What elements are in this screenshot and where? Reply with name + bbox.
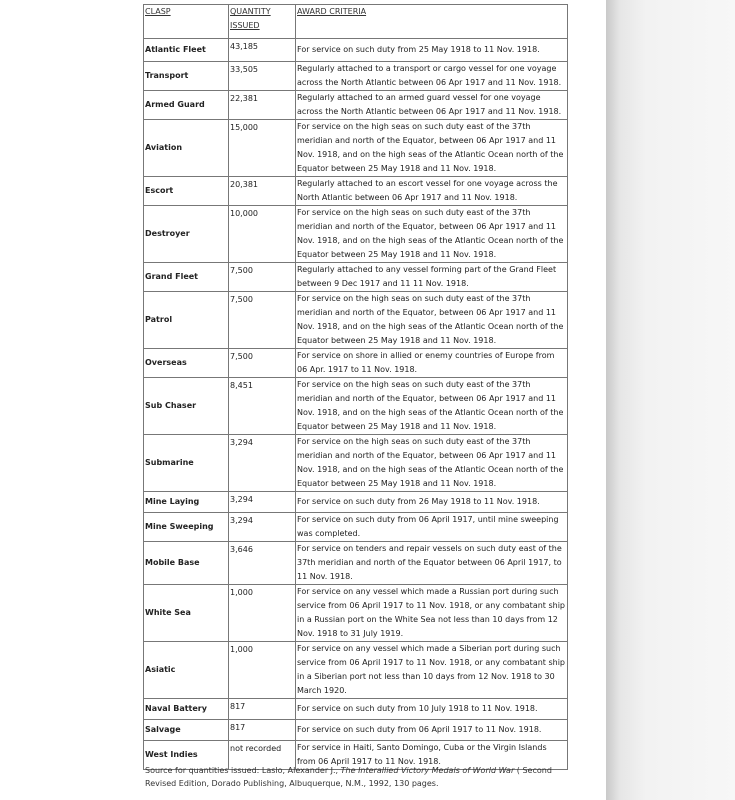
quantity-cell: 22,381 [229, 91, 296, 120]
clasp-cell: Destroyer [144, 206, 229, 263]
criteria-cell: Regularly attached to a transport or cargo vessel for one voyage across the North Atlantic between 06 Apr 1917 and 11 Nov. 1918. [296, 62, 568, 91]
quantity-cell: 817 [229, 720, 296, 741]
table-row [144, 120, 568, 177]
criteria-cell: For service on such duty from 06 April 1917, until mine sweeping was completed. [296, 513, 568, 542]
table-row [144, 492, 568, 513]
criteria-cell: For service on the high seas on such duty east of the 37th meridian and north of the Equator, between 06 Apr 1917 and 11 Nov. 1918, and on the high seas of the Atlantic Ocean north of the Equator between 25 May 1918 and 11 Nov. 1918. [296, 435, 568, 492]
criteria-cell: For service on any vessel which made a Siberian port during such service from 06 April 1917 to 11 Nov. 1918, or any combatant ship in a Siberian port not less than 10 days from 12 Nov. 1918 to 30 March 1920. [296, 642, 568, 699]
criteria-cell: Regularly attached to an armed guard vessel for one voyage across the North Atlantic between 06 Apr 1917 and 11 Nov. 1918. [296, 91, 568, 120]
header-clasp: CLASP [144, 5, 229, 39]
clasp-table [143, 4, 568, 770]
quantity-cell: 1,000 [229, 642, 296, 699]
quantity-cell: 3,646 [229, 542, 296, 585]
table-row [144, 206, 568, 263]
criteria-cell: For service in Haiti, Santo Domingo, Cuba or the Virgin Islands from 06 April 1917 to 11 Nov. 1918. [296, 741, 568, 770]
clasp-cell: Asiatic [144, 642, 229, 699]
clasp-cell: Patrol [144, 292, 229, 349]
quantity-cell: 7,500 [229, 349, 296, 378]
quantity-cell: 817 [229, 699, 296, 720]
source-note [145, 764, 569, 790]
quantity-cell: 8,451 [229, 378, 296, 435]
table-row [144, 720, 568, 741]
clasp-cell: Mine Laying [144, 492, 229, 513]
clasp-cell: Transport [144, 62, 229, 91]
quantity-cell: 1,000 [229, 585, 296, 642]
clasp-cell: White Sea [144, 585, 229, 642]
table-row [144, 349, 568, 378]
criteria-cell: For service on tenders and repair vessels on such duty east of the 37th meridian and north of the Equator between 06 April 1917, to 11 Nov. 1918. [296, 542, 568, 585]
header-criteria: AWARD CRITERIA [296, 5, 568, 39]
table-row [144, 263, 568, 292]
table-row [144, 585, 568, 642]
quantity-cell: 3,294 [229, 492, 296, 513]
quantity-cell: 43,185 [229, 39, 296, 62]
clasp-cell: West Indies [144, 741, 229, 770]
table-row [144, 699, 568, 720]
table-row [144, 91, 568, 120]
criteria-cell: For service on any vessel which made a Russian port during such service from 06 April 1917 to 11 Nov. 1918, or any combatant ship in a Russian port on the White Sea not less than 10 days from 12 Nov. 1918 to 31 July 1919. [296, 585, 568, 642]
clasp-cell: Escort [144, 177, 229, 206]
quantity-cell: 15,000 [229, 120, 296, 177]
table-row [144, 435, 568, 492]
criteria-cell: For service on such duty from 10 July 1918 to 11 Nov. 1918. [296, 699, 568, 720]
clasp-cell: Atlantic Fleet [144, 39, 229, 62]
quantity-cell: 33,505 [229, 62, 296, 91]
quantity-cell: not recorded [229, 741, 296, 770]
table-header-row [144, 5, 568, 39]
table-row [144, 177, 568, 206]
source-book-title: The Interallied Victory Medals of World War [340, 766, 515, 775]
table-row [144, 642, 568, 699]
source-prefix: Source for quantities issued: Laslo, Alexander J., [145, 766, 341, 775]
table-row [144, 39, 568, 62]
clasp-cell: Aviation [144, 120, 229, 177]
clasp-cell: Grand Fleet [144, 263, 229, 292]
quantity-cell: 3,294 [229, 435, 296, 492]
clasp-cell: Salvage [144, 720, 229, 741]
table-row [144, 378, 568, 435]
criteria-cell: For service on such duty from 06 April 1917 to 11 Nov. 1918. [296, 720, 568, 741]
quantity-cell: 3,294 [229, 513, 296, 542]
criteria-cell: For service on the high seas on such duty east of the 37th meridian and north of the Equator, between 06 Apr 1917 and 11 Nov. 1918, and on the high seas of the Atlantic Ocean north of the Equator between 25 May 1918 and 11 Nov. 1918. [296, 206, 568, 263]
table-row [144, 292, 568, 349]
criteria-cell: For service on the high seas on such duty east of the 37th meridian and north of the Equator, between 06 Apr 1917 and 11 Nov. 1918, and on the high seas of the Atlantic Ocean north of the Equator between 25 May 1918 and 11 Nov. 1918. [296, 378, 568, 435]
page-edge-shadow [606, 0, 735, 800]
source-suffix: ( Second Revised Edition, Dorado Publishing, Albuquerque, N.M., 1992, 130 pages. [145, 766, 552, 788]
quantity-cell: 20,381 [229, 177, 296, 206]
table-row [144, 542, 568, 585]
criteria-cell: Regularly attached to an escort vessel for one voyage across the North Atlantic between 06 Apr 1917 and 11 Nov. 1918. [296, 177, 568, 206]
clasp-cell: Submarine [144, 435, 229, 492]
criteria-cell: For service on such duty from 26 May 1918 to 11 Nov. 1918. [296, 492, 568, 513]
criteria-cell: For service on the high seas on such duty east of the 37th meridian and north of the Equator, between 06 Apr 1917 and 11 Nov. 1918, and on the high seas of the Atlantic Ocean north of the Equator between 25 May 1918 and 11 Nov. 1918. [296, 120, 568, 177]
quantity-cell: 10,000 [229, 206, 296, 263]
criteria-cell: For service on the high seas on such duty east of the 37th meridian and north of the Equator, between 06 Apr 1917 and 11 Nov. 1918, and on the high seas of the Atlantic Ocean north of the Equator between 25 May 1918 and 11 Nov. 1918. [296, 292, 568, 349]
clasp-cell: Naval Battery [144, 699, 229, 720]
criteria-cell: Regularly attached to any vessel forming part of the Grand Fleet between 9 Dec 1917 and 11 11 Nov. 1918. [296, 263, 568, 292]
clasp-cell: Armed Guard [144, 91, 229, 120]
clasp-cell: Mobile Base [144, 542, 229, 585]
criteria-cell: For service on shore in allied or enemy countries of Europe from 06 Apr. 1917 to 11 Nov. 1918. [296, 349, 568, 378]
table-row [144, 513, 568, 542]
clasp-cell: Mine Sweeping [144, 513, 229, 542]
quantity-cell: 7,500 [229, 263, 296, 292]
clasp-cell: Overseas [144, 349, 229, 378]
quantity-cell: 7,500 [229, 292, 296, 349]
clasp-cell: Sub Chaser [144, 378, 229, 435]
criteria-cell: For service on such duty from 25 May 1918 to 11 Nov. 1918. [296, 39, 568, 62]
header-quantity: QUANTITY ISSUED [229, 5, 296, 39]
table-row [144, 62, 568, 91]
